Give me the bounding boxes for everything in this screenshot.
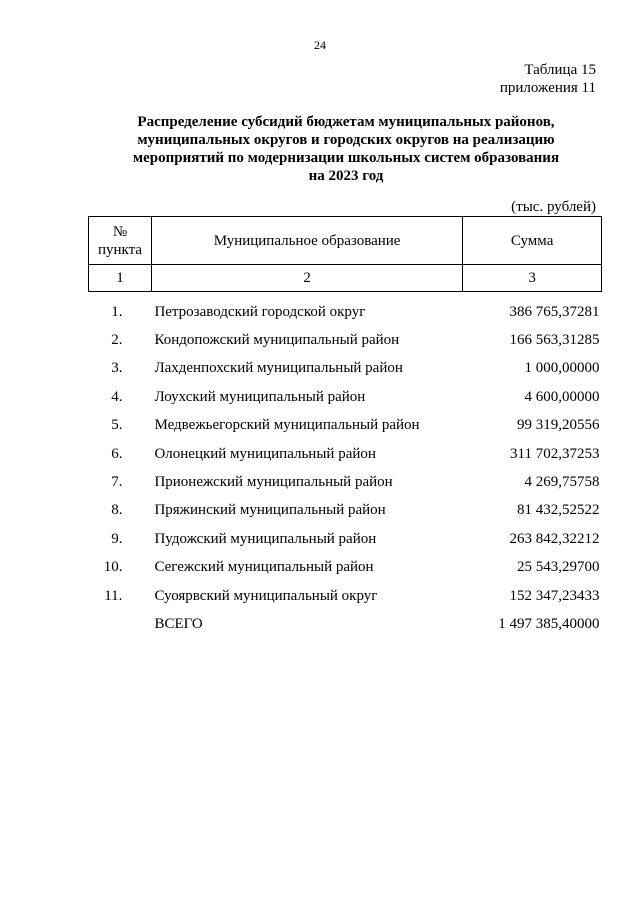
row-number: 10. xyxy=(103,559,123,576)
header-sum: Сумма xyxy=(463,217,602,265)
table-row xyxy=(89,383,602,411)
row-amount: 25 543,29700 xyxy=(517,559,600,576)
table-reference xyxy=(500,61,596,97)
column-number: 1 xyxy=(89,265,152,292)
table-row xyxy=(89,582,602,610)
title-line4: на 2023 год xyxy=(308,168,384,184)
row-number: 8. xyxy=(111,502,123,519)
title-line1: Распределение субсидий бюджетам муниципальных районов, xyxy=(137,114,555,130)
row-municipality: Лахденпохский муниципальный район xyxy=(154,360,403,377)
table-header-row xyxy=(89,217,602,265)
row-amount: 311 702,37253 xyxy=(510,445,600,462)
row-amount: 1 000,00000 xyxy=(524,360,600,377)
row-amount: 81 432,52522 xyxy=(517,502,600,519)
table-row xyxy=(89,468,602,496)
row-amount: 263 842,32212 xyxy=(509,530,600,547)
row-number: 6. xyxy=(111,445,123,462)
document-title xyxy=(90,113,602,185)
row-municipality: Олонецкий муниципальный район xyxy=(154,445,376,462)
total-label: ВСЕГО xyxy=(154,615,203,632)
row-number: 1. xyxy=(111,303,123,320)
table-row xyxy=(89,355,602,383)
row-number: 7. xyxy=(111,474,123,491)
table-row xyxy=(89,440,602,468)
row-municipality: Суоярвский муниципальный округ xyxy=(154,587,378,604)
table-row xyxy=(89,292,602,327)
total-row xyxy=(89,610,602,638)
row-amount: 4 600,00000 xyxy=(524,388,600,405)
row-municipality: Сегежский муниципальный район xyxy=(154,559,374,576)
row-municipality: Лоухский муниципальный район xyxy=(154,388,366,405)
column-number: 3 xyxy=(463,265,602,292)
page-number: 24 xyxy=(314,38,326,52)
total-amount: 1 497 385,40000 xyxy=(498,615,600,632)
table-row xyxy=(89,326,602,354)
header-municipality: Муниципальное образование xyxy=(151,217,462,265)
table-row xyxy=(89,525,602,553)
title-line2: муниципальных округов и городских округов на реализацию xyxy=(137,132,555,148)
row-number: 11. xyxy=(104,587,123,604)
row-number: 2. xyxy=(111,332,123,349)
row-amount: 166 563,31285 xyxy=(509,332,600,349)
row-number: 5. xyxy=(111,417,123,434)
column-number-row xyxy=(89,265,602,292)
total-number-cell xyxy=(89,610,152,638)
row-number: 9. xyxy=(111,530,123,547)
table-row xyxy=(89,412,602,440)
header-item-number xyxy=(89,217,152,265)
header-num-line2: пункта xyxy=(97,241,142,258)
row-number: 4. xyxy=(111,388,123,405)
row-amount: 152 347,23433 xyxy=(509,587,600,604)
row-amount: 99 319,20556 xyxy=(517,417,600,434)
row-municipality: Петрозаводский городской округ xyxy=(154,303,366,320)
units-label: (тыс. рублей) xyxy=(511,199,596,215)
header-num-line1: № xyxy=(112,223,128,240)
row-municipality: Прионежский муниципальный район xyxy=(154,474,393,491)
title-line3: мероприятий по модернизации школьных систем образования xyxy=(132,150,560,166)
row-municipality: Медвежьегорский муниципальный район xyxy=(154,417,420,434)
row-municipality: Пудожский муниципальный район xyxy=(154,530,377,547)
row-municipality: Кондопожский муниципальный район xyxy=(154,332,400,349)
table-ref-line2: приложения 11 xyxy=(499,80,596,96)
row-number: 3. xyxy=(111,360,123,377)
subsidy-table xyxy=(88,216,602,639)
table-ref-line1: Таблица 15 xyxy=(524,62,596,78)
row-amount: 386 765,37281 xyxy=(509,303,600,320)
row-amount: 4 269,75758 xyxy=(524,474,600,491)
column-number: 2 xyxy=(151,265,462,292)
row-municipality: Пряжинский муниципальный район xyxy=(154,502,386,519)
table-row xyxy=(89,554,602,582)
table-row xyxy=(89,497,602,525)
